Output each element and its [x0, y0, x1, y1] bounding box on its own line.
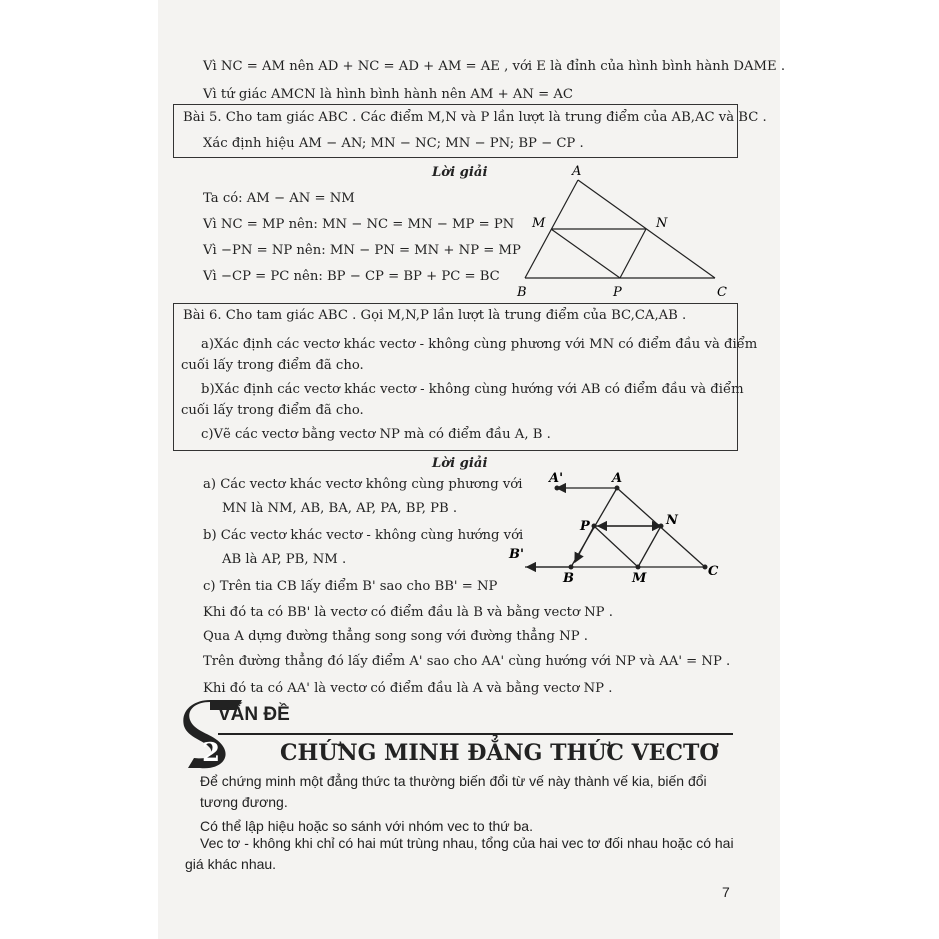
body-paragraph-2: Có thể lập hiệu hoặc so sánh với nhóm vec to thứ ba. — [200, 818, 533, 834]
exercise-6-part-b: b)Xác định các vectơ khác vectơ - không cùng hướng với AB có điểm đầu và điểm — [201, 382, 744, 397]
fig2-label-m: M — [632, 571, 647, 586]
solution-6-line-6: Khi đó ta có BB' là vectơ có điểm đầu là B và bằng vectơ NP . — [203, 605, 613, 620]
solution-5-line-4: Vì −CP = PC nên: BP − CP = BP + PC = BC — [203, 269, 500, 284]
body-paragraph-3: Vec tơ - không khi chỉ có hai mút trùng nhau, tổng của hai vec tơ đối nhau hoặc có hai — [200, 835, 734, 851]
solution-6-line-3: b) Các vectơ khác vectơ - không cùng hướng với — [203, 528, 524, 543]
solution-heading-5: Lời giải — [432, 165, 488, 180]
figure-triangle-midpoints — [505, 160, 755, 305]
section-rule — [218, 733, 733, 735]
exercise-6-part-a: a)Xác định các vectơ khác vectơ - không cùng phương với MN có điểm đầu và điểm — [201, 337, 758, 352]
solution-6-line-1: a) Các vectơ khác vectơ không cùng phương với — [203, 477, 523, 492]
solution-6-line-2: MN là NM, AB, BA, AP, PA, BP, PB . — [222, 501, 458, 516]
section-number: 2 — [202, 738, 221, 768]
exercise-5-question: Xác định hiệu AM − AN; MN − NC; MN − PN; BP − CP . — [203, 136, 584, 151]
solution-6-line-9: Khi đó ta có AA' là vectơ có điểm đầu là A và bằng vectơ NP . — [203, 681, 613, 696]
fig1-label-n: N — [656, 216, 668, 231]
exercise-6-statement: Bài 6. Cho tam giác ABC . Gọi M,N,P lần lượt là trung điểm của BC,CA,AB . — [183, 308, 687, 323]
section-label: VẤN ĐỀ — [218, 704, 290, 725]
solution-5-line-2: Vì NC = MP nên: MN − NC = MN − MP = PN — [203, 217, 515, 232]
fig2-label-p: P — [580, 519, 590, 534]
exercise-5-statement: Bài 5. Cho tam giác ABC . Các điểm M,N và P lần lượt là trung điểm của AB,AC và BC . — [183, 110, 767, 125]
body-paragraph-1-cont: tương đương. — [200, 794, 288, 810]
fig2-label-b: B — [563, 571, 574, 586]
solution-6-line-4: AB là AP, PB, NM . — [222, 552, 347, 567]
text-line-1: Vì NC = AM nên AD + NC = AD + AM = AE , với E là đỉnh của hình bình hành DAME . — [203, 59, 786, 74]
solution-5-line-1: Ta có: AM − AN = NM — [203, 191, 355, 206]
fig1-label-m: M — [532, 216, 546, 231]
page-number: 7 — [722, 884, 730, 900]
figure-vector-construction — [505, 462, 740, 587]
solution-5-line-3: Vì −PN = NP nên: MN − PN = MN + NP = MP — [203, 243, 521, 258]
fig1-label-b: B — [517, 285, 527, 300]
solution-6-line-7: Qua A dựng đường thẳng song song với đường thẳng NP . — [203, 629, 588, 644]
fig2-label-b-prime: B' — [509, 547, 524, 562]
text-line-2: Vì tứ giác AMCN là hình bình hành nên AM + AN = AC — [203, 87, 573, 102]
body-paragraph-1: Để chứng minh một đẳng thức ta thường biến đổi từ vế này thành vế kia, biến đổi — [200, 773, 707, 789]
fig2-label-a: A — [612, 471, 623, 486]
fig1-label-a: A — [572, 164, 582, 179]
solution-6-line-8: Trên đường thẳng đó lấy điểm A' sao cho AA' cùng hướng với NP và AA' = NP . — [203, 654, 731, 669]
solution-6-line-5: c) Trên tia CB lấy điểm B' sao cho BB' = NP — [203, 579, 498, 594]
section-title: CHỨNG MINH ĐẲNG THỨC VECTƠ — [280, 740, 719, 766]
fig2-label-c: C — [708, 564, 719, 579]
exercise-6-part-b-cont: cuối lấy trong điểm đã cho. — [181, 403, 364, 418]
fig1-label-p: P — [613, 285, 622, 300]
fig2-label-a-prime: A' — [549, 471, 564, 486]
fig1-label-c: C — [717, 285, 727, 300]
fig2-label-n: N — [666, 513, 678, 528]
body-paragraph-3-cont: giá khác nhau. — [185, 856, 277, 872]
exercise-6-part-a-cont: cuối lấy trong điểm đã cho. — [181, 358, 364, 373]
solution-heading-6: Lời giải — [432, 456, 488, 471]
exercise-6-part-c: c)Vẽ các vectơ bằng vectơ NP mà có điểm đầu A, B . — [201, 427, 551, 442]
